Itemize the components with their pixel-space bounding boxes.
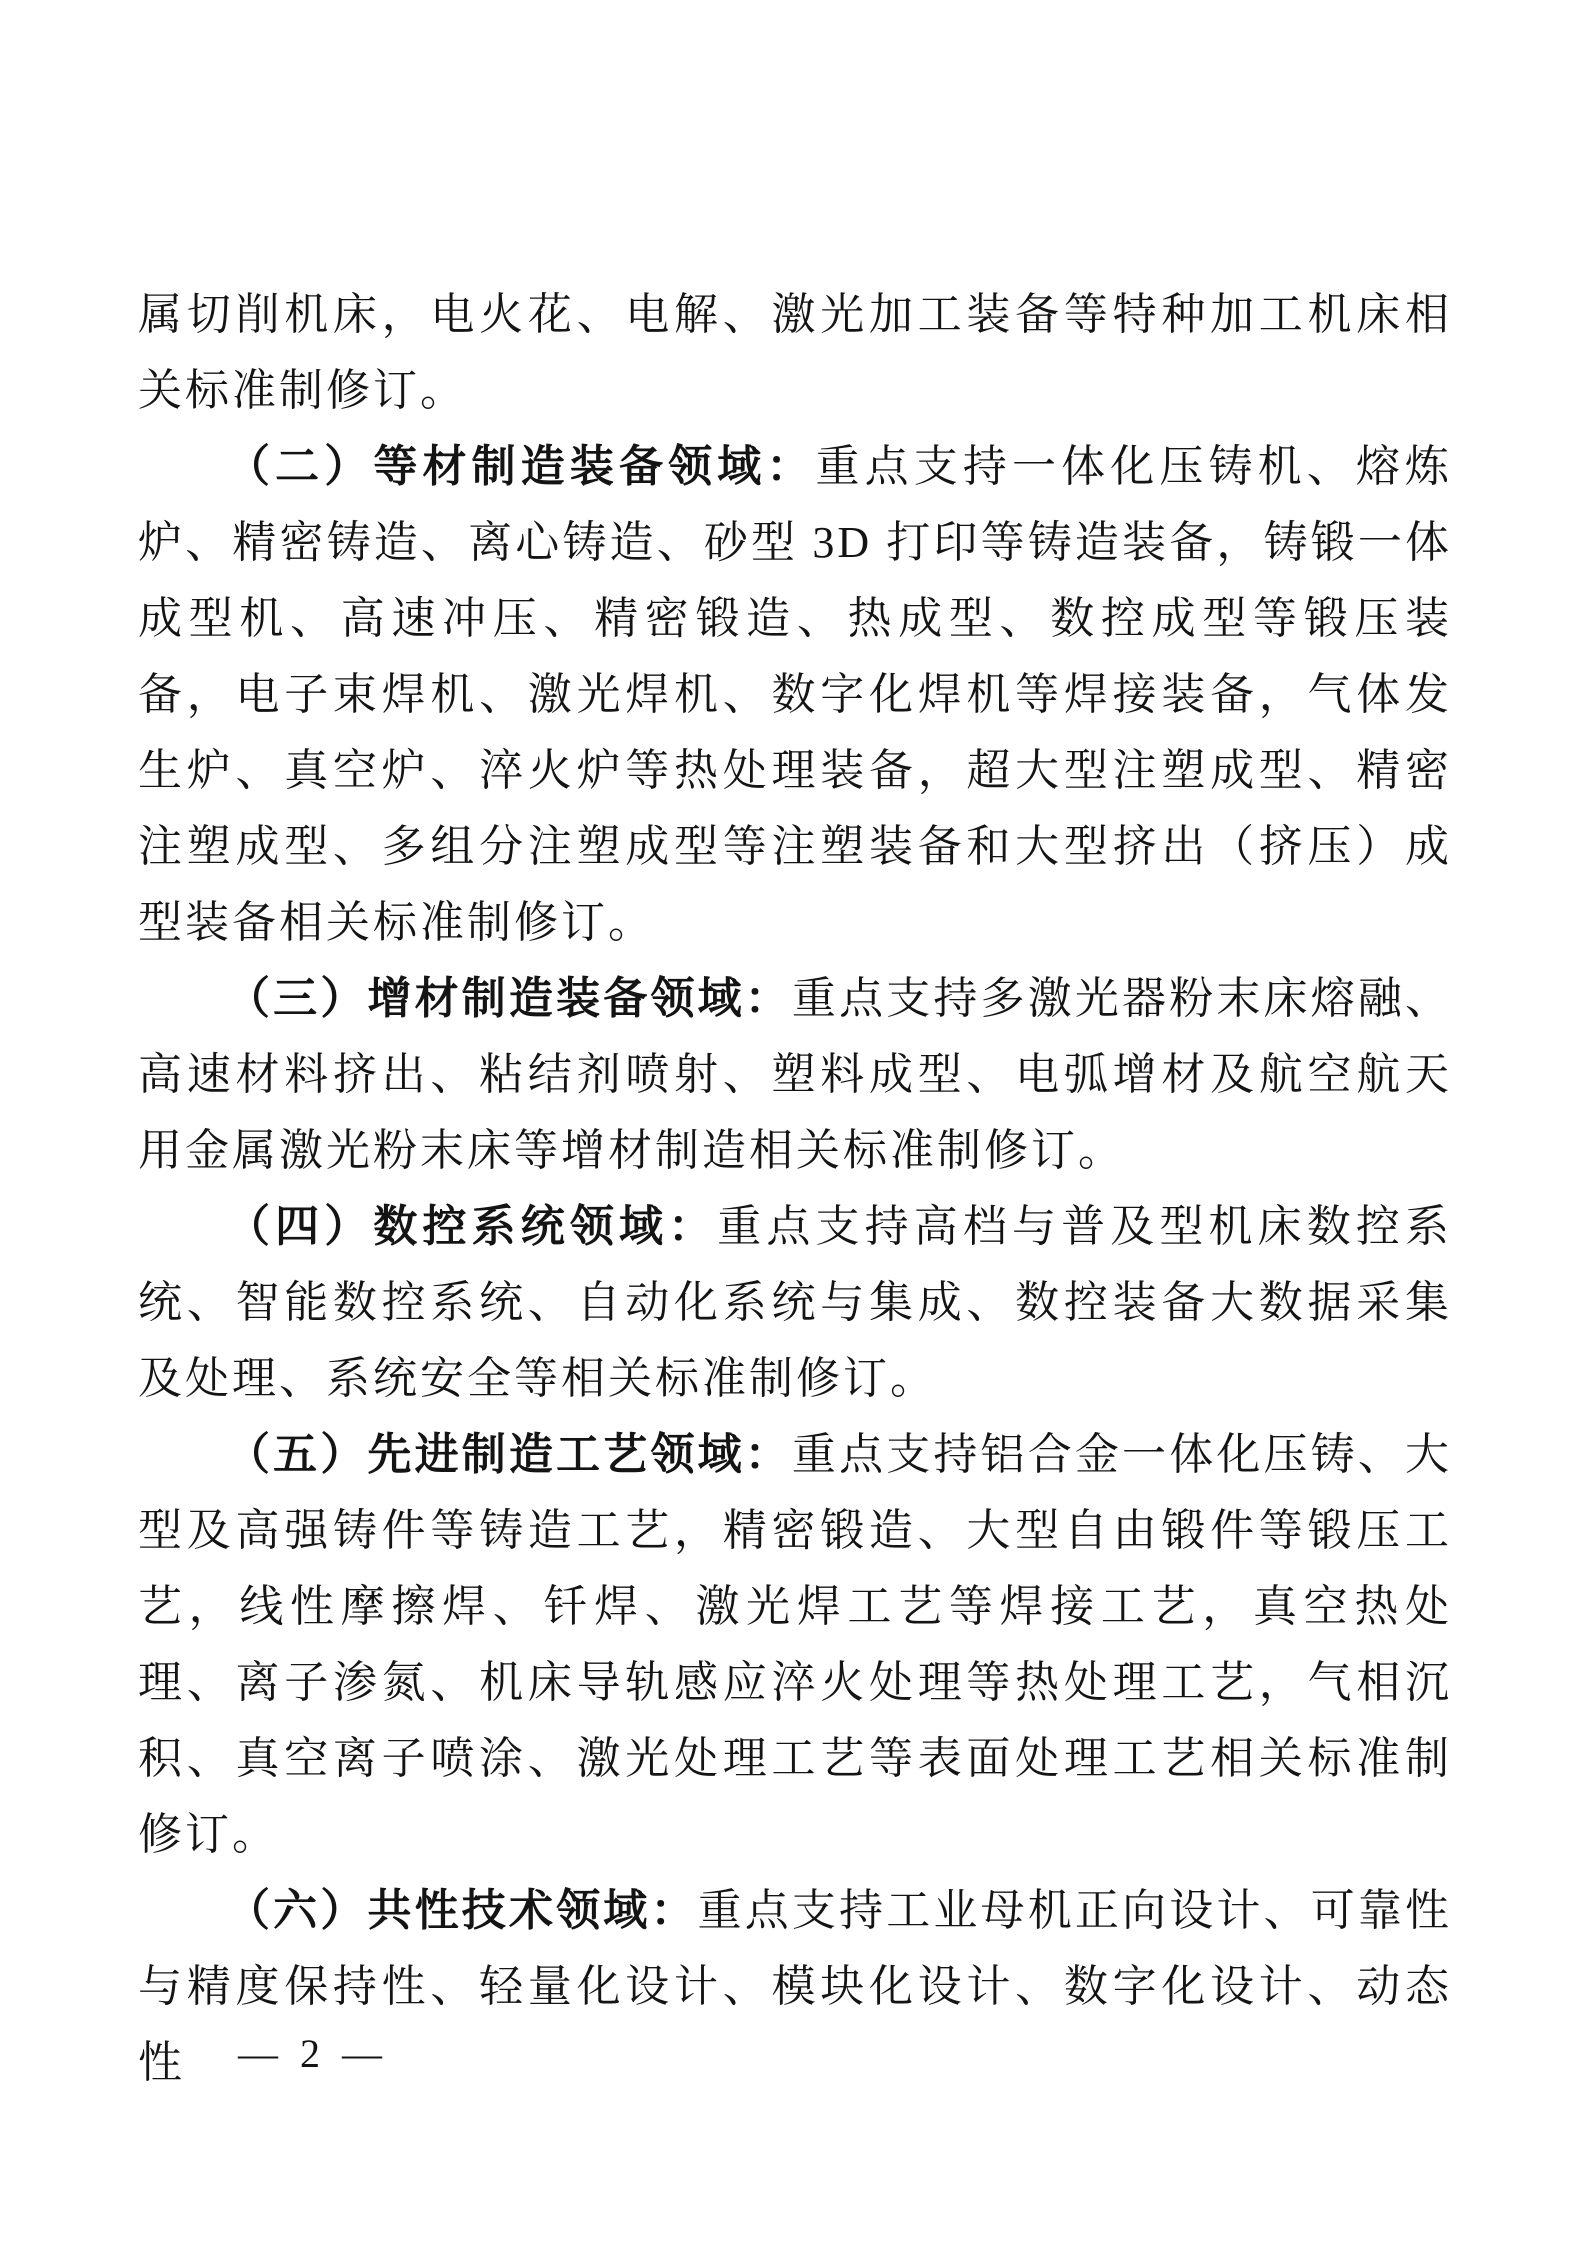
section-heading: （二）等材制造装备领域：	[226, 442, 816, 491]
paragraph-continuation	[138, 277, 1452, 429]
paragraph-text: 重点支持工业母机正向设计、可靠性与精度保持性、轻量化设计、模块化设计、数字化设计、动态性	[138, 1886, 1453, 2087]
paragraph-section-2	[138, 429, 1452, 961]
section-heading: （五）先进制造工艺领域：	[226, 1430, 792, 1479]
section-heading: （六）共性技术领域：	[226, 1886, 698, 1935]
paragraph-section-5	[138, 1417, 1452, 1873]
section-heading: （三）增材制造装备领域：	[226, 974, 792, 1023]
paragraph-text: 重点支持高档与普及型机床数控系统、智能数控系统、自动化系统与集成、数控装备大数据采集及处理、系统安全等相关标准制修订。	[138, 1202, 1452, 1403]
paragraph-text: 重点支持铝合金一体化压铸、大型及高强铸件等铸造工艺，精密锻造、大型自由锻件等锻压工艺，线性摩擦焊、钎焊、激光焊工艺等焊接工艺，真空热处理、离子渗氮、机床导轨感应淬火处理等热处理工艺，气相沉积、真空离子喷涂、激光处理工艺等表面处理工艺相关标准制修订。	[138, 1430, 1453, 1859]
paragraph-text: 属切削机床，电火花、电解、激光加工装备等特种加工机床相关标准制修订。	[138, 290, 1452, 415]
paragraph-text: 重点支持多激光器粉末床熔融、高速材料挤出、粘结剂喷射、塑料成型、电弧增材及航空航天用金属激光粉末床等增材制造相关标准制修订。	[138, 974, 1453, 1175]
section-heading: （四）数控系统领域：	[226, 1202, 718, 1251]
paragraph-section-4	[138, 1189, 1452, 1417]
paragraph-text: 重点支持一体化压铸机、熔炼炉、精密铸造、离心铸造、砂型 3D 打印等铸造装备，铸锻一体成型机、高速冲压、精密锻造、热成型、数控成型等锻压装备，电子束焊机、激光焊机、数字化焊机等焊接装备，气体发生炉、真空炉、淬火炉等热处理装备，超大型注塑成型、精密注塑成型、多组分注塑成型等注塑装备和大型挤出（挤压）成型装备相关标准制修订。	[138, 442, 1452, 947]
document-body	[138, 277, 1452, 2101]
paragraph-section-3	[138, 961, 1452, 1189]
page-number: — 2 —	[238, 2031, 388, 2076]
